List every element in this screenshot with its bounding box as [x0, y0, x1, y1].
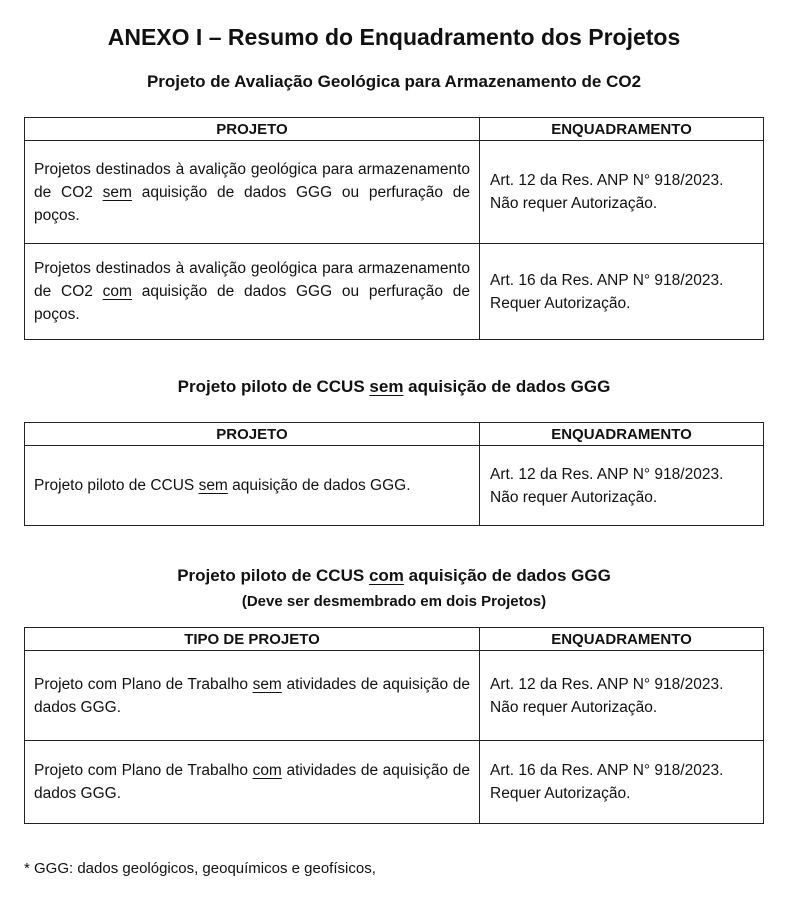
- emphasis-sem: sem: [102, 183, 132, 201]
- section3-subtitle: (Deve ser desmembrado em dois Projetos): [241, 593, 547, 610]
- project-cell: Projeto piloto de CCUS sem aquisição de dados GGG.: [25, 446, 480, 526]
- header-framing: ENQUADRAMENTO: [480, 423, 764, 446]
- header-framing: ENQUADRAMENTO: [480, 118, 764, 141]
- table-header-row: [25, 423, 764, 446]
- project-cell: Projetos destinados à avalição geológica para armazenamento de CO2 com aquisição de dados GGG ou perfuração de poços.: [25, 244, 480, 340]
- section2-title: Projeto piloto de CCUS sem aquisição de dados GGG: [177, 377, 611, 396]
- header-project-type: TIPO DE PROJETO: [25, 628, 480, 651]
- table-header-row: [25, 118, 764, 141]
- section3-title: Projeto piloto de CCUS com aquisição de dados GGG: [177, 566, 611, 585]
- header-framing: ENQUADRAMENTO: [480, 628, 764, 651]
- framing-cell: Art. 12 da Res. ANP N° 918/2023. Não requer Autorização.: [480, 446, 764, 526]
- section1-title: Projeto de Avaliação Geológica para Armazenamento de CO2: [146, 72, 642, 91]
- table-row: [25, 244, 764, 340]
- footnote: * GGG: dados geológicos, geoquímicos e geofísicos,: [24, 860, 376, 877]
- table-row: [25, 141, 764, 244]
- framing-cell: Art. 12 da Res. ANP N° 918/2023. Não requer Autorização.: [480, 651, 764, 741]
- section2-table: [24, 422, 764, 526]
- table-row: [25, 651, 764, 741]
- page-title: ANEXO I – Resumo do Enquadramento dos Projetos: [107, 24, 681, 50]
- emphasis-com: com: [102, 283, 132, 300]
- framing-cell: Art. 16 da Res. ANP N° 918/2023. Requer Autorização.: [480, 741, 764, 824]
- framing-cell: Art. 12 da Res. ANP N° 918/2023. Não requer Autorização.: [480, 141, 764, 244]
- table-header-row: [25, 628, 764, 651]
- project-cell: Projeto com Plano de Trabalho sem atividades de aquisição de dados GGG.: [25, 651, 480, 741]
- project-cell: Projetos destinados à avalição geológica para armazenamento de CO2 sem aquisição de dados GGG ou perfuração de poços.: [25, 141, 480, 244]
- header-project: PROJETO: [25, 423, 480, 446]
- table-row: [25, 446, 764, 526]
- section1-table: [24, 117, 764, 340]
- header-project: PROJETO: [25, 118, 480, 141]
- section3-table: [24, 627, 764, 824]
- project-cell: Projeto com Plano de Trabalho com atividades de aquisição de dados GGG.: [25, 741, 480, 824]
- table-row: [25, 741, 764, 824]
- framing-cell: Art. 16 da Res. ANP N° 918/2023. Requer Autorização.: [480, 244, 764, 340]
